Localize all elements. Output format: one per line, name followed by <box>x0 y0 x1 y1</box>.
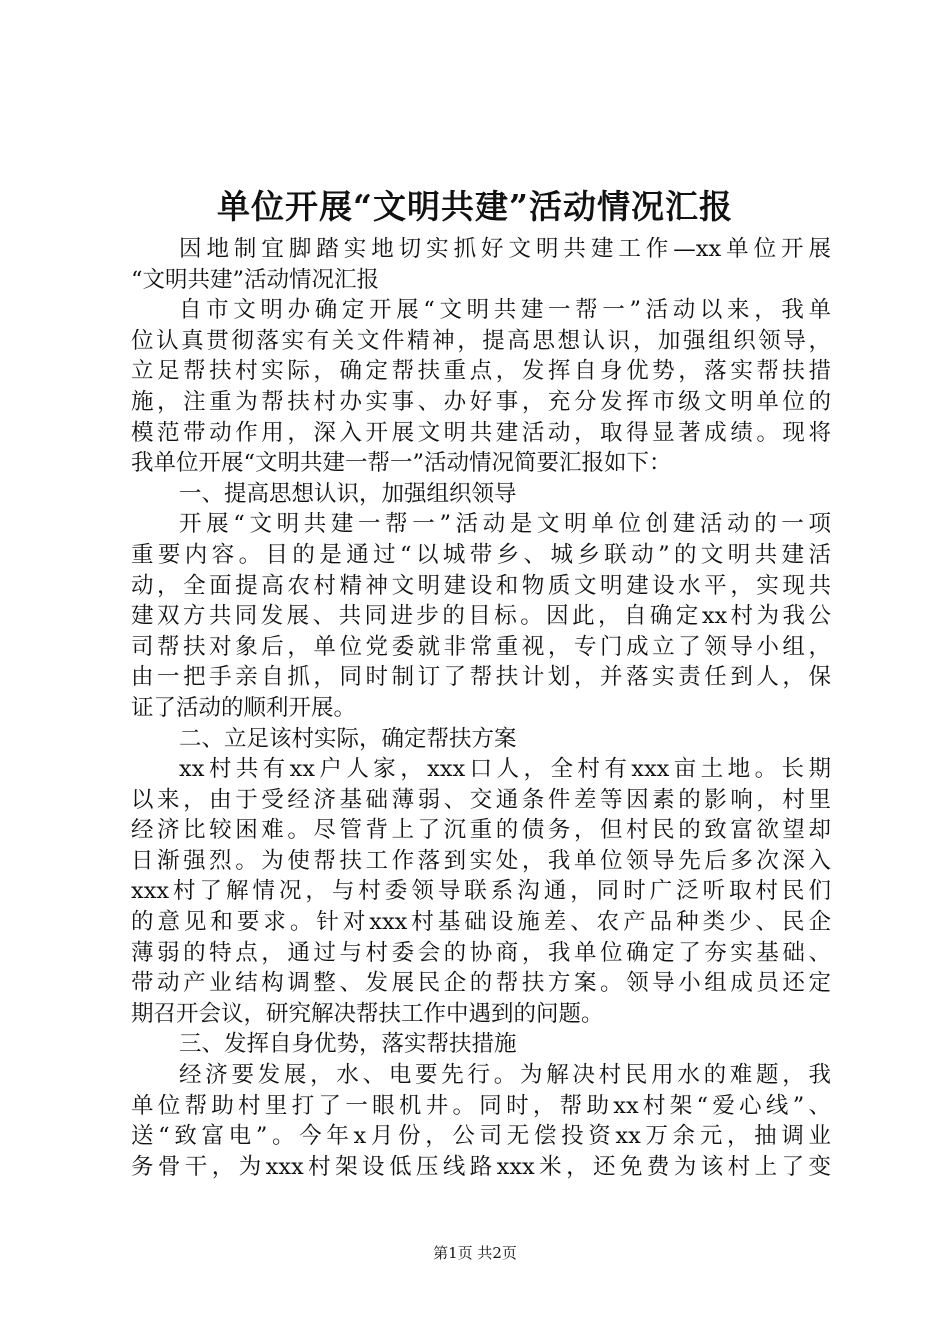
text-line: xxx村了解情况，与村委领导联系沟通，同时广泛听取村民们 <box>131 878 831 905</box>
text-line: 司帮扶对象后，单位党委就非常重视，专门成立了领导小组， <box>131 633 831 660</box>
text-line: 模范带动作用，深入开展文明共建活动，取得显著成绩。现将 <box>131 419 831 446</box>
text-line: 我单位开展“文明共建一帮一”活动情况简要汇报如下： <box>131 450 672 477</box>
text-line: 证了活动的顺利开展。 <box>131 694 357 721</box>
page-footer: 第1页 共2页 <box>433 1244 517 1262</box>
document-body <box>131 234 831 1182</box>
text-line: 立足帮扶村实际，确定帮扶重点，发挥自身优势，落实帮扶措 <box>131 358 831 385</box>
text-line: 由一把手亲自抓，同时制订了帮扶计划，并落实责任到人，保 <box>131 664 831 691</box>
text-line: 日渐强烈。为使帮扶工作落到实处，我单位领导先后多次深入 <box>131 847 831 874</box>
text-line: 一、提高思想认识，加强组织领导 <box>179 480 517 507</box>
text-line: 施，注重为帮扶村办实事、办好事，充分发挥市级文明单位的 <box>131 388 831 415</box>
text-line: 经济要发展，水、电要先行。为解决村民用水的难题，我 <box>179 1062 831 1089</box>
document-title: 单位开展“文明共建”活动情况汇报 <box>217 187 733 226</box>
text-line: 位认真贯彻落实有关文件精神，提高思想认识，加强组织领导， <box>131 327 831 354</box>
text-line: 送“致富电”。今年x月份，公司无偿投资xx万余元，抽调业 <box>131 1123 831 1150</box>
text-line: 以来，由于受经济基础薄弱、交通条件差等因素的影响，村里 <box>131 786 831 813</box>
text-line: 期召开会议，研究解决帮扶工作中遇到的问题。 <box>131 1000 604 1027</box>
text-line: 的意见和要求。针对xxx村基础设施差、农产品种类少、民企 <box>131 909 831 936</box>
text-line: “文明共建”活动情况汇报 <box>131 266 380 293</box>
text-line: 带动产业结构调整、发展民企的帮扶方案。领导小组成员还定 <box>131 970 831 997</box>
text-line: 建双方共同发展、共同进步的目标。因此，自确定xx村为我公 <box>131 603 831 630</box>
text-line: 薄弱的特点，通过与村委会的协商，我单位确定了夯实基础、 <box>131 939 831 966</box>
text-line: 三、发挥自身优势，落实帮扶措施 <box>179 1031 517 1058</box>
text-line: 单位帮助村里打了一眼机井。同时，帮助xx村架“爱心线”、 <box>131 1092 831 1119</box>
text-line: 自市文明办确定开展“文明共建一帮一”活动以来，我单 <box>179 297 831 324</box>
text-line: 开展“文明共建一帮一”活动是文明单位创建活动的一项 <box>179 511 831 538</box>
text-line: 因地制宜脚踏实地切实抓好文明共建工作—xx单位开展 <box>179 236 831 262</box>
text-line: 经济比较困难。尽管背上了沉重的债务，但村民的致富欲望却 <box>131 817 831 844</box>
text-line: 务骨干，为xxx村架设低压线路xxx米，还免费为该村上了变 <box>131 1153 831 1180</box>
text-line: 重要内容。目的是通过“以城带乡、城乡联动”的文明共建活 <box>131 541 831 568</box>
text-line: 动，全面提高农村精神文明建设和物质文明建设水平，实现共 <box>131 572 831 599</box>
text-line: xx村共有xx户人家，xxx口人，全村有xxx亩土地。长期 <box>179 756 831 783</box>
text-line: 二、立足该村实际，确定帮扶方案 <box>179 725 517 752</box>
